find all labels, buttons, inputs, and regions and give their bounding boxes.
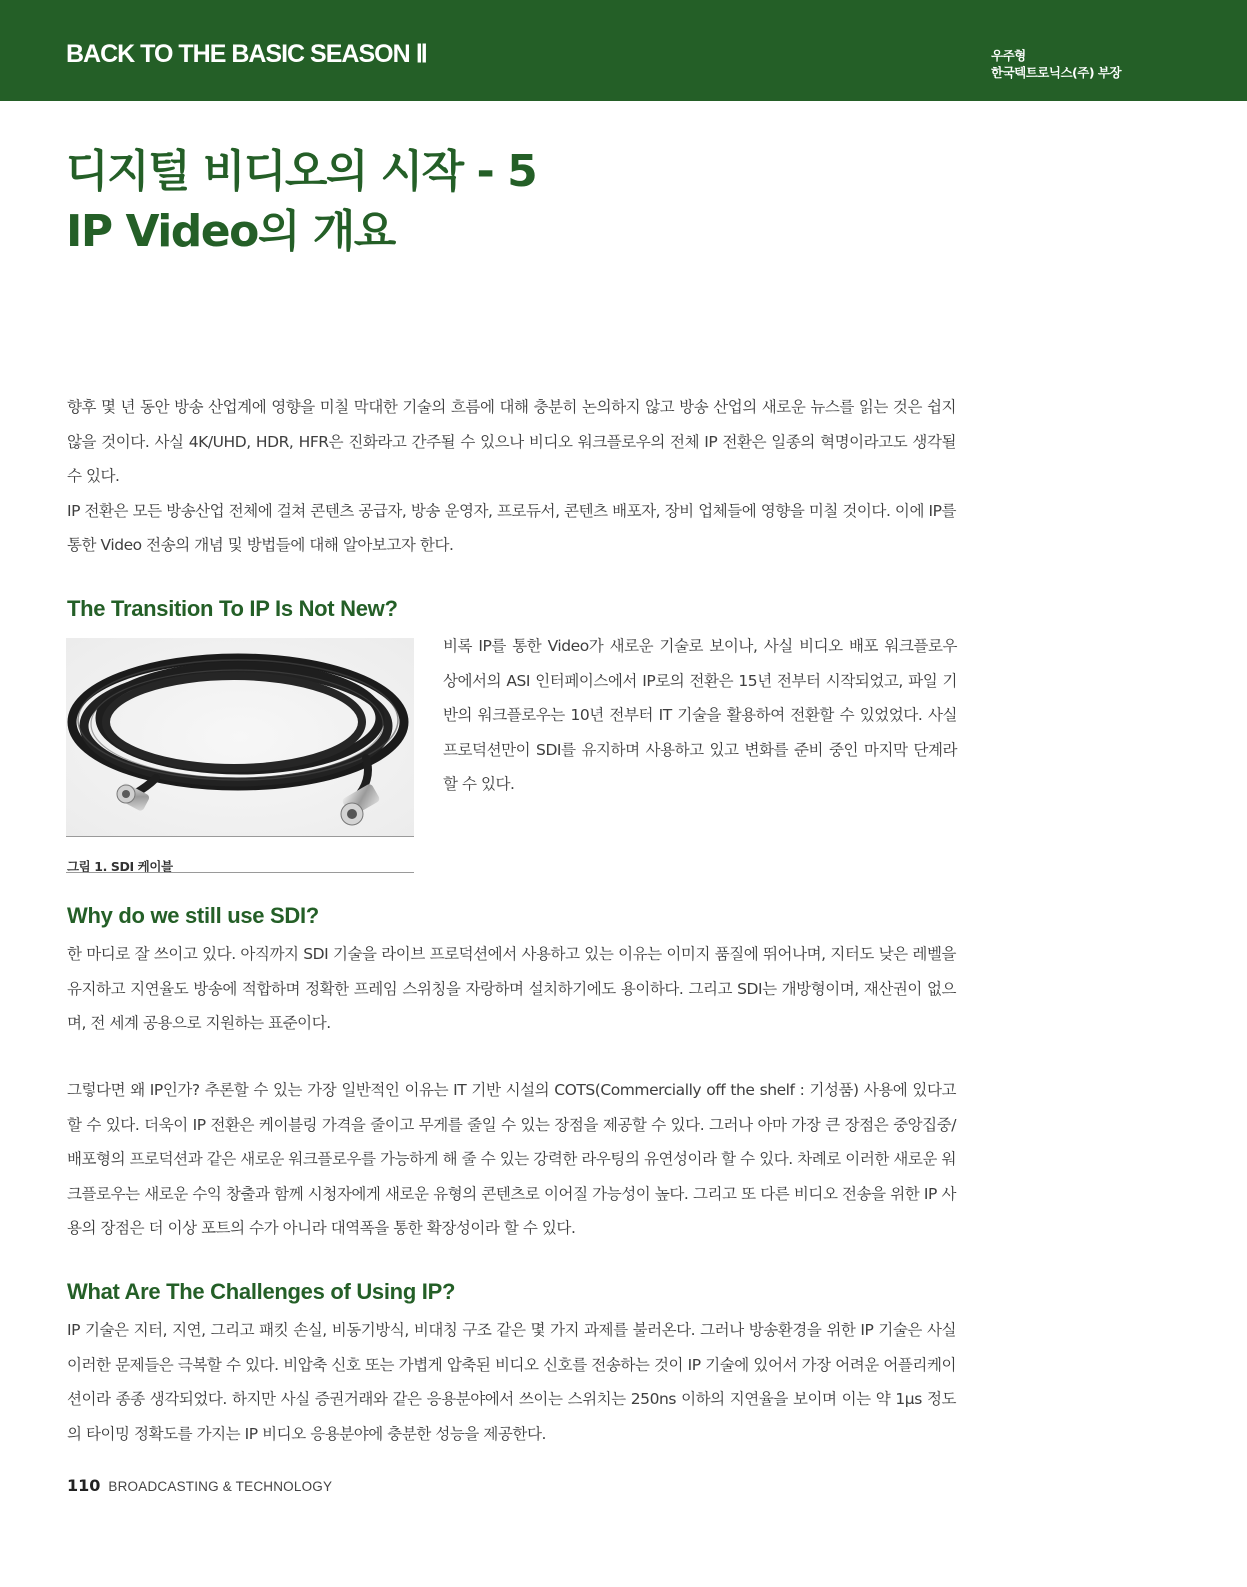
section2-body-1 bbox=[67, 937, 956, 1041]
article-title bbox=[66, 142, 536, 262]
section-heading-sdi: Why do we still use SDI? bbox=[67, 903, 319, 928]
page-footer bbox=[67, 1476, 332, 1495]
section2-paragraph-2: 그렇다면 왜 IP인가? 추론할 수 있는 가장 일반적인 이유는 IT 기반 시설의 COTS(Commercially off the shelf : 기성품) 사용에 있다고 할 수 있다. 더욱이 IP 전환은 케이블링 가격을 줄이고 무게를 줄일 수 있는 장점을 제공할 수 있다. 그러나 아마 가장 큰 장점은 중앙집중/배포형의 프로덕션과 같은 새로운 워크플로우를 가능하게 해 줄 수 있는 강력한 라우팅의 유연성이라 할 수 있다. 차례로 이러한 새로운 워크플로우는 새로운 수익 창출과 함께 시청자에게 새로운 유형의 콘텐츠로 이어질 가능성이 높다. 그리고 또 다른 비디오 전송을 위한 IP 사용의 장점은 더 이상 포트의 수가 아니라 대역폭을 통한 확장성이라 할 수 있다. bbox=[67, 1081, 956, 1237]
title-line-2: IP Video의 개요 bbox=[66, 206, 395, 257]
section2-body-2 bbox=[67, 1073, 956, 1246]
series-title: BACK TO THE BASIC SEASON Ⅱ bbox=[66, 40, 427, 68]
section3-body bbox=[67, 1313, 956, 1451]
intro-paragraph-2: IP 전환은 모든 방송산업 전체에 걸쳐 콘텐츠 공급자, 방송 운영자, 프로듀서, 콘텐츠 배포자, 장비 업체들에 영향을 미칠 것이다. 이에 IP를 통한 Video 전송의 개념 및 방법들에 대해 알아보고자 한다. bbox=[67, 501, 956, 554]
section-heading-challenges: What Are The Challenges of Using IP? bbox=[67, 1279, 456, 1304]
figure-caption: 그림 1. SDI 케이블 bbox=[67, 859, 173, 874]
intro-paragraph-1: 향후 몇 년 동안 방송 산업계에 영향을 미칠 막대한 기술의 흐름에 대해 충분히 논의하지 않고 방송 산업의 새로운 뉴스를 읽는 것은 쉽지 않을 것이다. 사실 4K/UHD, HDR, HFR은 진화라고 간주될 수 있으나 비디오 워크플로우의 전체 IP 전환은 일종의 혁명이라고도 생각될 수 있다. bbox=[67, 398, 956, 485]
author-affiliation: 한국텍트로닉스(주) 부장 bbox=[991, 65, 1122, 80]
section1-paragraph: 비록 IP를 통한 Video가 새로운 기술로 보이나, 사실 비디오 배포 워크플로우 상에서의 ASI 인터페이스에서 IP로의 전환은 15년 전부터 시작되었고, 파일 기반의 워크플로우는 10년 전부터 IT 기술을 활용하여 전환할 수 있었었다. 사실 프로덕션만이 SDI를 유지하며 사용하고 있고 변화를 준비 중인 마지막 단계라 할 수 있다. bbox=[443, 637, 957, 793]
section3-paragraph: IP 기술은 지터, 지연, 그리고 패킷 손실, 비동기방식, 비대칭 구조 같은 몇 가지 과제를 불러온다. 그러나 방송환경을 위한 IP 기술은 사실 이러한 문제들은 극복할 수 있다. 비압축 신호 또는 가볍게 압축된 비디오 신호를 전송하는 것이 IP 기술에 있어서 가장 어려운 어플리케이션이라 종종 생각되었다. 하지만 사실 증권거래와 같은 응용분야에서 쓰이는 스위치는 250ns 이하의 지연율을 보이며 이는 약 1μs 정도의 타이밍 정확도를 가지는 IP 비디오 응용분야에 충분한 성능을 제공한다. bbox=[67, 1321, 956, 1443]
sdi-cable-image bbox=[66, 638, 414, 836]
page-number: 110 bbox=[67, 1476, 101, 1495]
figure-top-rule bbox=[66, 836, 414, 837]
sdi-cable-figure bbox=[66, 638, 414, 836]
figure-bottom-rule bbox=[66, 872, 414, 873]
publication-name: BROADCASTING & TECHNOLOGY bbox=[108, 1479, 333, 1494]
intro-text bbox=[67, 390, 956, 563]
section-heading-transition: The Transition To IP Is Not New? bbox=[67, 596, 398, 621]
title-line-1: 디지털 비디오의 시작 - 5 bbox=[66, 146, 537, 197]
section1-body bbox=[443, 629, 957, 802]
author-block bbox=[991, 47, 1121, 81]
section2-paragraph-1: 한 마디로 잘 쓰이고 있다. 아직까지 SDI 기술을 라이브 프로덕션에서 사용하고 있는 이유는 이미지 품질에 뛰어나며, 지터도 낮은 레벨을 유지하고 지연율도 방송에 적합하며 정확한 프레임 스위칭을 자랑하며 설치하기에도 용이하다. 그리고 SDI는 개방형이며, 재산권이 없으며, 전 세계 공용으로 지원하는 표준이다. bbox=[67, 945, 956, 1032]
author-name: 우주형 bbox=[991, 48, 1026, 63]
